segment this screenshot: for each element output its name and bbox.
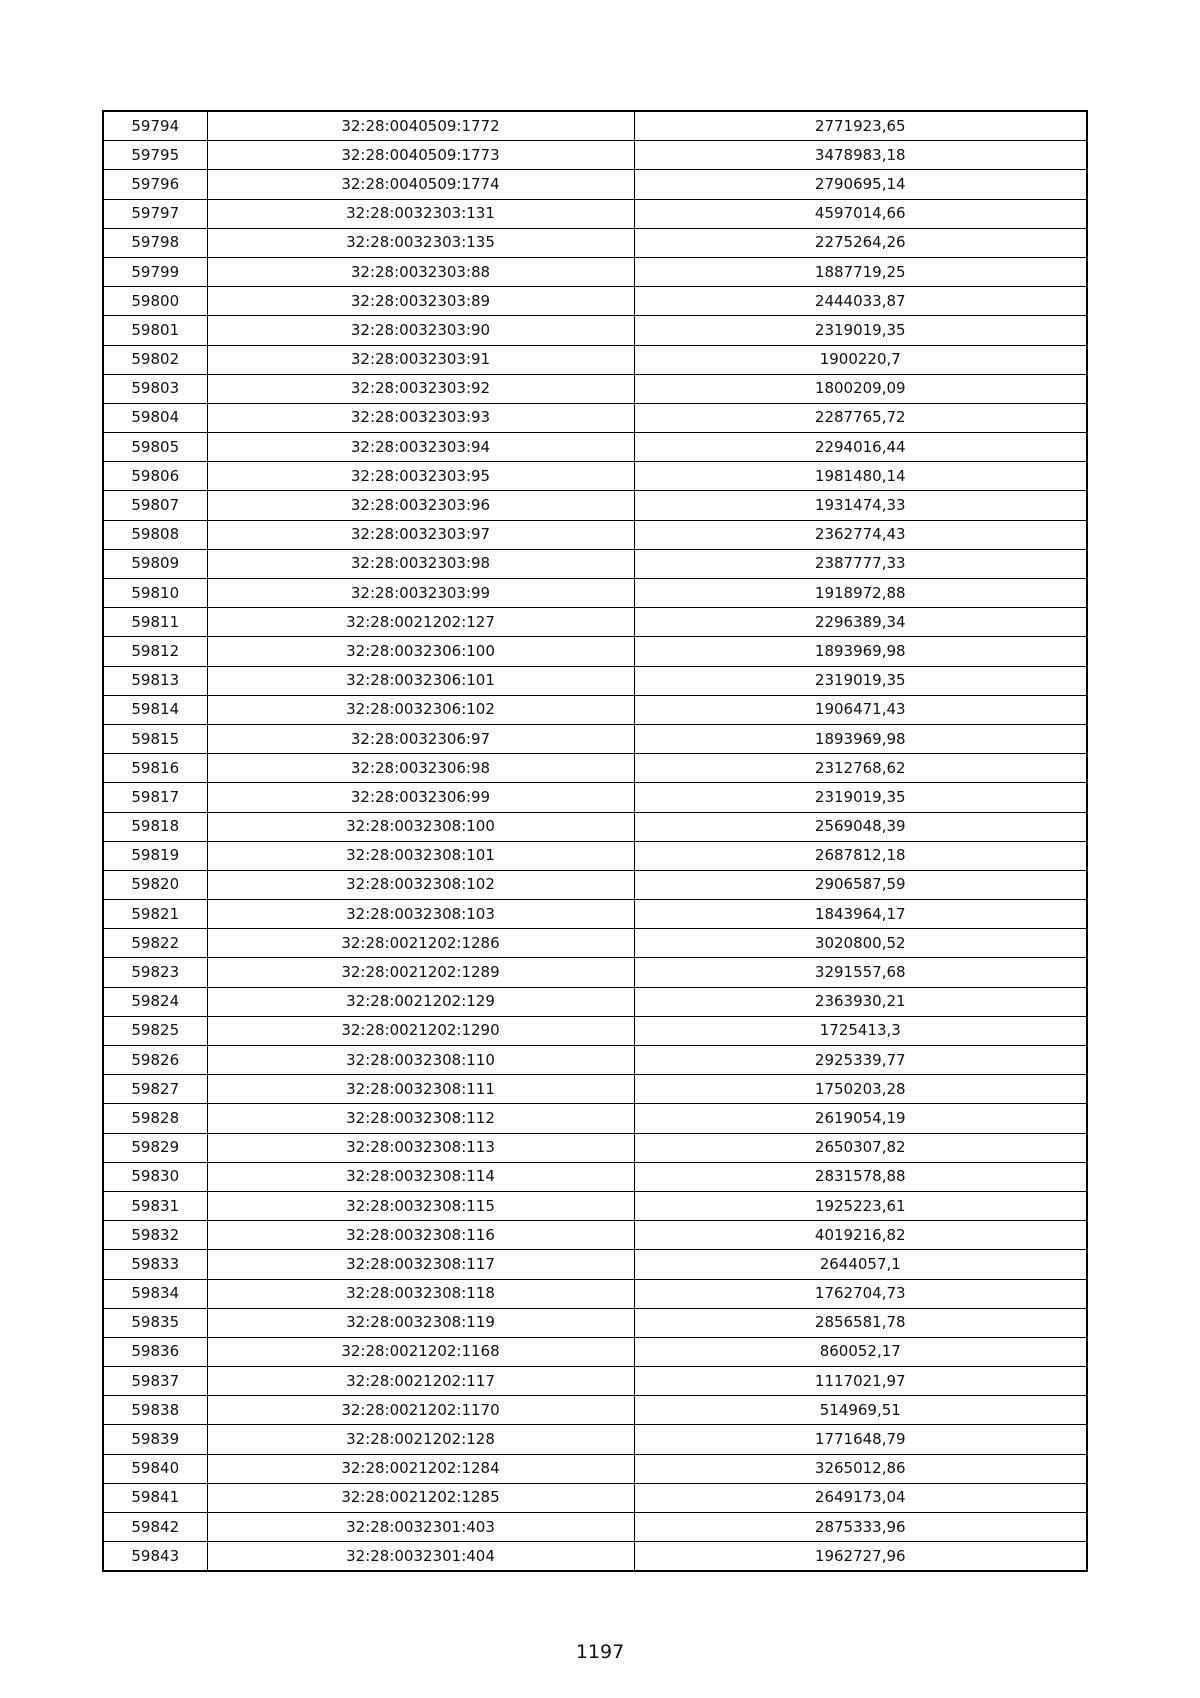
cadastral-value-cell: 2312768,62 (634, 754, 1087, 783)
cadastral-number-cell: 32:28:0032301:403 (207, 1513, 634, 1542)
row-number-cell: 59842 (103, 1513, 207, 1542)
cadastral-number-cell: 32:28:0021202:1290 (207, 1016, 634, 1045)
table-row (103, 287, 1087, 316)
table-row (103, 1075, 1087, 1104)
table-row (103, 812, 1087, 841)
cadastral-value-cell: 2790695,14 (634, 170, 1087, 199)
cadastral-number-cell: 32:28:0032306:97 (207, 724, 634, 753)
table-row (103, 462, 1087, 491)
row-number-cell: 59809 (103, 549, 207, 578)
table-row (103, 1162, 1087, 1191)
table-row (103, 1191, 1087, 1220)
cadastral-number-cell: 32:28:0032308:102 (207, 870, 634, 899)
row-number-cell: 59799 (103, 257, 207, 286)
cadastral-value-cell: 2275264,26 (634, 228, 1087, 257)
cadastral-number-cell: 32:28:0021202:1284 (207, 1454, 634, 1483)
cadastral-value-cell: 4019216,82 (634, 1221, 1087, 1250)
cadastral-value-cell: 1887719,25 (634, 257, 1087, 286)
row-number-cell: 59797 (103, 199, 207, 228)
row-number-cell: 59798 (103, 228, 207, 257)
cadastral-number-cell: 32:28:0032308:119 (207, 1308, 634, 1337)
table-row (103, 637, 1087, 666)
cadastral-value-cell: 1843964,17 (634, 900, 1087, 929)
cadastral-value-cell: 3478983,18 (634, 141, 1087, 170)
cadastral-value-cell: 1931474,33 (634, 491, 1087, 520)
row-number-cell: 59824 (103, 987, 207, 1016)
cadastral-number-cell: 32:28:0032306:101 (207, 666, 634, 695)
table-row (103, 695, 1087, 724)
cadastral-number-cell: 32:28:0032308:112 (207, 1104, 634, 1133)
row-number-cell: 59830 (103, 1162, 207, 1191)
table-row (103, 1396, 1087, 1425)
table-row (103, 1542, 1087, 1572)
cadastral-value-cell: 1771648,79 (634, 1425, 1087, 1454)
cadastral-number-cell: 32:28:0032303:92 (207, 374, 634, 403)
cadastral-value-cell: 1750203,28 (634, 1075, 1087, 1104)
cadastral-value-cell: 1906471,43 (634, 695, 1087, 724)
cadastral-value-cell: 1925223,61 (634, 1191, 1087, 1220)
row-number-cell: 59825 (103, 1016, 207, 1045)
cadastral-number-cell: 32:28:0032303:98 (207, 549, 634, 578)
row-number-cell: 59833 (103, 1250, 207, 1279)
cadastral-value-cell: 2319019,35 (634, 316, 1087, 345)
table-row (103, 1425, 1087, 1454)
row-number-cell: 59838 (103, 1396, 207, 1425)
table-row (103, 403, 1087, 432)
row-number-cell: 59794 (103, 111, 207, 141)
table-row (103, 345, 1087, 374)
row-number-cell: 59841 (103, 1483, 207, 1512)
cadastral-value-cell: 2296389,34 (634, 608, 1087, 637)
cadastral-number-cell: 32:28:0040509:1773 (207, 141, 634, 170)
cadastral-number-cell: 32:28:0021202:129 (207, 987, 634, 1016)
cadastral-number-cell: 32:28:0032308:116 (207, 1221, 634, 1250)
cadastral-value-cell: 3265012,86 (634, 1454, 1087, 1483)
cadastral-number-cell: 32:28:0032303:94 (207, 433, 634, 462)
table-row (103, 1016, 1087, 1045)
cadastral-value-cell: 2569048,39 (634, 812, 1087, 841)
table-row (103, 199, 1087, 228)
cadastral-value-cell: 2875333,96 (634, 1513, 1087, 1542)
cadastral-number-cell: 32:28:0032308:115 (207, 1191, 634, 1220)
table-row (103, 491, 1087, 520)
table-row (103, 958, 1087, 987)
table-row (103, 929, 1087, 958)
table-row (103, 316, 1087, 345)
cadastral-number-cell: 32:28:0021202:1289 (207, 958, 634, 987)
row-number-cell: 59831 (103, 1191, 207, 1220)
cadastral-number-cell: 32:28:0032308:103 (207, 900, 634, 929)
cadastral-number-cell: 32:28:0032306:102 (207, 695, 634, 724)
cadastral-value-cell: 2363930,21 (634, 987, 1087, 1016)
cadastral-number-cell: 32:28:0021202:127 (207, 608, 634, 637)
table-row (103, 374, 1087, 403)
table-row (103, 900, 1087, 929)
cadastral-number-cell: 32:28:0021202:128 (207, 1425, 634, 1454)
table-row (103, 1104, 1087, 1133)
table-row (103, 520, 1087, 549)
cadastral-number-cell: 32:28:0032303:91 (207, 345, 634, 374)
row-number-cell: 59834 (103, 1279, 207, 1308)
row-number-cell: 59835 (103, 1308, 207, 1337)
row-number-cell: 59839 (103, 1425, 207, 1454)
cadastral-number-cell: 32:28:0032303:135 (207, 228, 634, 257)
table-row (103, 1483, 1087, 1512)
table-row (103, 783, 1087, 812)
cadastral-number-cell: 32:28:0021202:1170 (207, 1396, 634, 1425)
page-number: 1197 (575, 1641, 625, 1663)
row-number-cell: 59818 (103, 812, 207, 841)
cadastral-value-cell: 1962727,96 (634, 1542, 1087, 1572)
row-number-cell: 59800 (103, 287, 207, 316)
cadastral-value-cell: 2319019,35 (634, 783, 1087, 812)
cadastral-number-cell: 32:28:0032303:93 (207, 403, 634, 432)
row-number-cell: 59795 (103, 141, 207, 170)
table-row (103, 1250, 1087, 1279)
cadastral-value-cell: 2387777,33 (634, 549, 1087, 578)
cadastral-number-cell: 32:28:0040509:1774 (207, 170, 634, 199)
table-row (103, 579, 1087, 608)
cadastral-number-cell: 32:28:0032308:114 (207, 1162, 634, 1191)
cadastral-number-cell: 32:28:0021202:117 (207, 1367, 634, 1396)
cadastral-value-cell: 1893969,98 (634, 637, 1087, 666)
cadastral-number-cell: 32:28:0021202:1168 (207, 1337, 634, 1366)
table-row (103, 228, 1087, 257)
table-row (103, 754, 1087, 783)
row-number-cell: 59801 (103, 316, 207, 345)
cadastral-number-cell: 32:28:0032308:110 (207, 1046, 634, 1075)
cadastral-value-cell: 1893969,98 (634, 724, 1087, 753)
row-number-cell: 59840 (103, 1454, 207, 1483)
row-number-cell: 59827 (103, 1075, 207, 1104)
cadastral-value-cell: 2925339,77 (634, 1046, 1087, 1075)
row-number-cell: 59832 (103, 1221, 207, 1250)
cadastral-number-cell: 32:28:0032303:90 (207, 316, 634, 345)
cadastral-value-cell: 1981480,14 (634, 462, 1087, 491)
cadastral-value-table (102, 110, 1088, 1572)
cadastral-number-cell: 32:28:0032306:100 (207, 637, 634, 666)
cadastral-value-cell: 1918972,88 (634, 579, 1087, 608)
cadastral-number-cell: 32:28:0032303:99 (207, 579, 634, 608)
cadastral-number-cell: 32:28:0032308:100 (207, 812, 634, 841)
row-number-cell: 59808 (103, 520, 207, 549)
row-number-cell: 59813 (103, 666, 207, 695)
row-number-cell: 59804 (103, 403, 207, 432)
cadastral-value-cell: 3020800,52 (634, 929, 1087, 958)
row-number-cell: 59796 (103, 170, 207, 199)
cadastral-value-cell: 3291557,68 (634, 958, 1087, 987)
cadastral-number-cell: 32:28:0032303:89 (207, 287, 634, 316)
table-row (103, 141, 1087, 170)
cadastral-value-cell: 2831578,88 (634, 1162, 1087, 1191)
cadastral-number-cell: 32:28:0032308:111 (207, 1075, 634, 1104)
table-row (103, 111, 1087, 141)
table-row (103, 170, 1087, 199)
table-row (103, 1513, 1087, 1542)
row-number-cell: 59820 (103, 870, 207, 899)
cadastral-number-cell: 32:28:0021202:1285 (207, 1483, 634, 1512)
row-number-cell: 59803 (103, 374, 207, 403)
cadastral-value-cell: 2362774,43 (634, 520, 1087, 549)
cadastral-number-cell: 32:28:0032308:101 (207, 841, 634, 870)
cadastral-value-cell: 1725413,3 (634, 1016, 1087, 1045)
cadastral-value-cell: 2287765,72 (634, 403, 1087, 432)
row-number-cell: 59812 (103, 637, 207, 666)
table-row (103, 1367, 1087, 1396)
table-row (103, 257, 1087, 286)
row-number-cell: 59823 (103, 958, 207, 987)
cadastral-number-cell: 32:28:0021202:1286 (207, 929, 634, 958)
cadastral-value-cell: 2906587,59 (634, 870, 1087, 899)
cadastral-value-cell: 1900220,7 (634, 345, 1087, 374)
row-number-cell: 59829 (103, 1133, 207, 1162)
row-number-cell: 59805 (103, 433, 207, 462)
row-number-cell: 59828 (103, 1104, 207, 1133)
cadastral-value-cell: 4597014,66 (634, 199, 1087, 228)
row-number-cell: 59811 (103, 608, 207, 637)
cadastral-number-cell: 32:28:0032303:97 (207, 520, 634, 549)
cadastral-value-cell: 1800209,09 (634, 374, 1087, 403)
table-row (103, 1133, 1087, 1162)
row-number-cell: 59807 (103, 491, 207, 520)
cadastral-number-cell: 32:28:0032308:113 (207, 1133, 634, 1162)
table-body (103, 111, 1087, 1571)
cadastral-value-cell: 1117021,97 (634, 1367, 1087, 1396)
cadastral-value-cell: 2687812,18 (634, 841, 1087, 870)
cadastral-number-cell: 32:28:0032303:131 (207, 199, 634, 228)
cadastral-number-cell: 32:28:0040509:1772 (207, 111, 634, 141)
cadastral-number-cell: 32:28:0032306:99 (207, 783, 634, 812)
row-number-cell: 59814 (103, 695, 207, 724)
table-row (103, 1279, 1087, 1308)
table-row (103, 1046, 1087, 1075)
table-row (103, 841, 1087, 870)
table-row (103, 987, 1087, 1016)
row-number-cell: 59837 (103, 1367, 207, 1396)
cadastral-value-cell: 2619054,19 (634, 1104, 1087, 1133)
table-row (103, 1221, 1087, 1250)
cadastral-value-cell: 2644057,1 (634, 1250, 1087, 1279)
cadastral-value-cell: 860052,17 (634, 1337, 1087, 1366)
table-row (103, 666, 1087, 695)
cadastral-number-cell: 32:28:0032308:117 (207, 1250, 634, 1279)
row-number-cell: 59802 (103, 345, 207, 374)
row-number-cell: 59826 (103, 1046, 207, 1075)
row-number-cell: 59821 (103, 900, 207, 929)
table-row (103, 870, 1087, 899)
row-number-cell: 59810 (103, 579, 207, 608)
cadastral-number-cell: 32:28:0032303:96 (207, 491, 634, 520)
cadastral-number-cell: 32:28:0032301:404 (207, 1542, 634, 1572)
row-number-cell: 59836 (103, 1337, 207, 1366)
cadastral-number-cell: 32:28:0032303:88 (207, 257, 634, 286)
cadastral-value-cell: 514969,51 (634, 1396, 1087, 1425)
row-number-cell: 59822 (103, 929, 207, 958)
row-number-cell: 59819 (103, 841, 207, 870)
cadastral-number-cell: 32:28:0032306:98 (207, 754, 634, 783)
table-row (103, 549, 1087, 578)
table-row (103, 608, 1087, 637)
cadastral-value-cell: 2650307,82 (634, 1133, 1087, 1162)
cadastral-value-cell: 1762704,73 (634, 1279, 1087, 1308)
row-number-cell: 59806 (103, 462, 207, 491)
table-row (103, 1337, 1087, 1366)
table-row (103, 724, 1087, 753)
table-row (103, 1454, 1087, 1483)
cadastral-value-cell: 2444033,87 (634, 287, 1087, 316)
cadastral-number-cell: 32:28:0032308:118 (207, 1279, 634, 1308)
cadastral-value-cell: 2294016,44 (634, 433, 1087, 462)
row-number-cell: 59843 (103, 1542, 207, 1572)
cadastral-value-cell: 2856581,78 (634, 1308, 1087, 1337)
row-number-cell: 59816 (103, 754, 207, 783)
cadastral-number-cell: 32:28:0032303:95 (207, 462, 634, 491)
cadastral-value-cell: 2771923,65 (634, 111, 1087, 141)
table-row (103, 1308, 1087, 1337)
cadastral-value-cell: 2649173,04 (634, 1483, 1087, 1512)
cadastral-value-cell: 2319019,35 (634, 666, 1087, 695)
table-row (103, 433, 1087, 462)
row-number-cell: 59817 (103, 783, 207, 812)
row-number-cell: 59815 (103, 724, 207, 753)
